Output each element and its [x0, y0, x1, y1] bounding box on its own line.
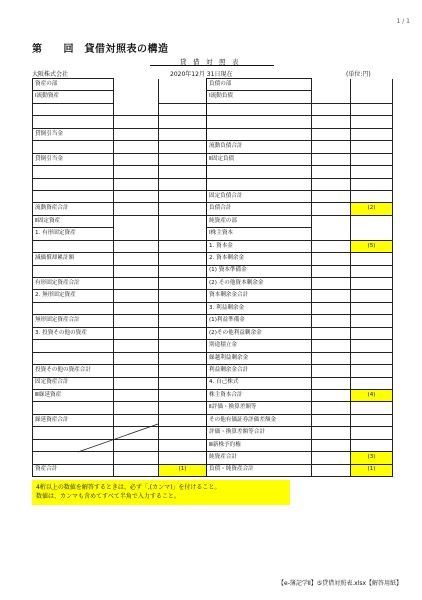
liability-equity-label-cell: 別途積立金: [207, 340, 312, 352]
table-row: [33, 427, 393, 439]
amount-cell[interactable]: [351, 377, 393, 389]
amount-cell[interactable]: [312, 166, 351, 178]
answer-cell-a1b[interactable]: (1): [351, 464, 393, 476]
table-row: [33, 128, 393, 140]
amount-cell[interactable]: [312, 190, 351, 202]
asset-label-cell: 1. 有形固定資産: [33, 228, 114, 240]
amount-cell[interactable]: [159, 178, 207, 190]
amount-cell[interactable]: [312, 377, 351, 389]
table-row: [33, 190, 393, 202]
liability-equity-label-cell: 3. 利益剰余金: [207, 302, 312, 314]
asset-label-cell: 固定資産合計: [33, 377, 114, 389]
amount-cell[interactable]: [159, 141, 207, 153]
statement-date: 2020年12月 31日現在: [170, 71, 233, 78]
asset-label-cell: 減価償却累計額: [33, 253, 114, 265]
amount-cell[interactable]: [351, 278, 393, 290]
table-row: [33, 278, 393, 290]
liability-equity-label-cell: Ⅱ固定負債: [207, 153, 312, 165]
amount-cell[interactable]: [312, 327, 351, 339]
amount-cell[interactable]: [312, 315, 351, 327]
table-row: [33, 402, 393, 414]
asset-label-cell: [33, 402, 114, 414]
table-row: [33, 377, 393, 389]
amount-cell[interactable]: [159, 153, 207, 165]
table-row: [33, 203, 393, 215]
liability-equity-label-cell: (1)利益準備金: [207, 315, 312, 327]
table-row: [33, 103, 393, 115]
liability-equity-label-cell: [207, 166, 312, 178]
asset-label-cell: [33, 178, 114, 190]
amount-cell[interactable]: [312, 278, 351, 290]
table-row: [33, 327, 393, 339]
statement-title-underline: [150, 65, 274, 66]
amount-cell[interactable]: [159, 327, 207, 339]
amount-cell[interactable]: [114, 327, 159, 339]
amount-cell[interactable]: [312, 265, 351, 277]
liability-equity-label-cell: 4. 自己株式: [207, 377, 312, 389]
amount-cell[interactable]: [114, 116, 159, 128]
asset-label-cell: 有形固定資産合計: [33, 278, 114, 290]
amount-cell[interactable]: [114, 166, 159, 178]
asset-label-cell: [33, 116, 114, 128]
amount-cell[interactable]: [114, 290, 159, 302]
liability-equity-label-cell: 繰越利益剰余金: [207, 352, 312, 364]
liability-equity-label-cell: 固定負債合計: [207, 190, 312, 202]
instruction-line-2: 数値は、カンマも含めてすべて半角で入力すること。: [36, 493, 180, 501]
asset-label-cell: [33, 427, 114, 439]
amount-cell[interactable]: [159, 103, 207, 115]
amount-cell[interactable]: [351, 439, 393, 451]
amount-cell[interactable]: [312, 228, 351, 240]
answer-cell-a1[interactable]: (1): [159, 464, 207, 476]
amount-cell[interactable]: [351, 290, 393, 302]
amount-cell[interactable]: [351, 365, 393, 377]
amount-cell[interactable]: [159, 128, 207, 140]
amount-cell[interactable]: [114, 340, 159, 352]
instruction-line-1: 4桁以上の数値を解答するときは、必ず「,(カンマ)」を付けること。: [36, 484, 221, 491]
asset-label-cell: [33, 240, 114, 252]
amount-cell[interactable]: [312, 452, 351, 464]
liability-equity-label-cell: 純資産の部: [207, 215, 312, 227]
amount-cell[interactable]: [351, 340, 393, 352]
amount-cell[interactable]: [159, 265, 207, 277]
answer-cell-a3[interactable]: (3): [351, 452, 393, 464]
table-row: [33, 178, 393, 190]
amount-cell[interactable]: [312, 402, 351, 414]
amount-cell[interactable]: [351, 190, 393, 202]
amount-cell[interactable]: [351, 315, 393, 327]
page-number: 1 / 1: [396, 18, 410, 25]
amount-cell[interactable]: [114, 240, 159, 252]
file-footer: 【e-簿記学Ⅱ】⑤貸借対照表.xlsx【解答用紙】: [278, 580, 402, 587]
amount-cell[interactable]: [312, 253, 351, 265]
asset-label-cell: 貸倒引当金: [33, 128, 114, 140]
table-row: [33, 302, 393, 314]
amount-cell[interactable]: [114, 153, 159, 165]
table-row: [33, 240, 393, 252]
amount-cell[interactable]: [114, 91, 159, 103]
amount-cell[interactable]: [312, 414, 351, 426]
amount-cell[interactable]: [312, 290, 351, 302]
liability-equity-label-cell: 負債合計: [207, 203, 312, 215]
balance-sheet-table: [32, 78, 393, 477]
liability-equity-label-cell: 2. 資本剰余金: [207, 253, 312, 265]
amount-cell[interactable]: [114, 439, 159, 451]
amount-cell[interactable]: [351, 141, 393, 153]
amount-cell[interactable]: [114, 265, 159, 277]
amount-cell[interactable]: [312, 128, 351, 140]
amount-cell[interactable]: [159, 166, 207, 178]
amount-cell[interactable]: [114, 178, 159, 190]
amount-cell[interactable]: [351, 153, 393, 165]
asset-label-cell: 無形固定資産合計: [33, 315, 114, 327]
asset-label-cell: Ⅰ流動資産: [33, 91, 114, 103]
amount-cell[interactable]: [312, 141, 351, 153]
table-row: [33, 116, 393, 128]
amount-cell[interactable]: [159, 389, 207, 401]
amount-cell[interactable]: [312, 365, 351, 377]
amount-cell[interactable]: [312, 464, 351, 476]
unit-label: (単位:円): [346, 71, 371, 78]
liability-equity-label-cell: 純資産合計: [207, 452, 312, 464]
liability-equity-label-cell: [207, 103, 312, 115]
asset-label-cell: [33, 340, 114, 352]
amount-cell[interactable]: [114, 414, 159, 426]
table-row: [33, 91, 393, 103]
amount-cell[interactable]: [159, 253, 207, 265]
amount-cell[interactable]: [312, 439, 351, 451]
amount-cell[interactable]: [159, 116, 207, 128]
table-row: [33, 215, 393, 227]
amount-cell[interactable]: [312, 352, 351, 364]
instruction-note: [32, 480, 290, 505]
amount-cell[interactable]: [312, 116, 351, 128]
amount-cell[interactable]: [351, 91, 393, 103]
amount-cell[interactable]: [312, 203, 351, 215]
liability-equity-label-cell: 株主資本合計: [207, 389, 312, 401]
amount-cell[interactable]: [159, 79, 207, 91]
answer-cell-a5[interactable]: (5): [351, 240, 393, 252]
amount-cell[interactable]: [114, 452, 159, 464]
liability-equity-label-cell: (1) 資本準備金: [207, 265, 312, 277]
amount-cell[interactable]: [312, 215, 351, 227]
amount-cell[interactable]: [351, 178, 393, 190]
liability-equity-label-cell: (2) その他資本剰余金: [207, 278, 312, 290]
amount-cell[interactable]: [159, 240, 207, 252]
asset-label-cell: 3. 投資その他の資産: [33, 327, 114, 339]
amount-cell[interactable]: [351, 352, 393, 364]
amount-cell[interactable]: [159, 365, 207, 377]
amount-cell[interactable]: [159, 228, 207, 240]
amount-cell[interactable]: [159, 439, 207, 451]
liability-equity-label-cell: その他有価証券評価差額金: [207, 414, 312, 426]
amount-cell[interactable]: [351, 402, 393, 414]
liability-equity-label-cell: 資本剰余金合計: [207, 290, 312, 302]
liability-equity-label-cell: [207, 128, 312, 140]
table-row: [33, 365, 393, 377]
asset-label-cell: [33, 190, 114, 202]
amount-cell[interactable]: [351, 103, 393, 115]
amount-cell[interactable]: [351, 128, 393, 140]
amount-cell[interactable]: [312, 103, 351, 115]
liability-equity-label-cell: [207, 116, 312, 128]
asset-label-cell: [33, 141, 114, 153]
asset-label-cell: Ⅲ繰延資産: [33, 389, 114, 401]
liability-equity-label-cell: 負債・純資産合計: [207, 464, 312, 476]
company-name: 大阪株式会社: [32, 71, 69, 78]
asset-label-cell: [33, 452, 114, 464]
answer-cell-a2[interactable]: (2): [351, 203, 393, 215]
amount-cell[interactable]: [159, 91, 207, 103]
amount-cell[interactable]: [351, 79, 393, 91]
table-row: [33, 414, 393, 426]
amount-cell[interactable]: [114, 302, 159, 314]
liability-equity-label-cell: 流動負債合計: [207, 141, 312, 153]
amount-cell[interactable]: [114, 377, 159, 389]
amount-cell[interactable]: [312, 79, 351, 91]
asset-label-cell: [33, 302, 114, 314]
amount-cell[interactable]: [114, 190, 159, 202]
amount-cell[interactable]: [159, 302, 207, 314]
asset-label-cell: Ⅱ固定資産: [33, 215, 114, 227]
amount-cell[interactable]: [351, 265, 393, 277]
amount-cell[interactable]: [114, 464, 159, 476]
liability-equity-label-cell: 1. 資本金: [207, 240, 312, 252]
table-row: [33, 389, 393, 401]
amount-cell[interactable]: [114, 103, 159, 115]
asset-label-cell: [33, 352, 114, 364]
liability-equity-label-cell: Ⅲ新株予約権: [207, 439, 312, 451]
amount-cell[interactable]: [159, 352, 207, 364]
amount-cell[interactable]: [114, 427, 159, 439]
answer-cell-a4[interactable]: (4): [351, 389, 393, 401]
amount-cell[interactable]: [312, 240, 351, 252]
asset-label-cell: 繰延資産合計: [33, 414, 114, 426]
amount-cell[interactable]: [114, 79, 159, 91]
asset-label-cell: [33, 265, 114, 277]
table-row: [33, 166, 393, 178]
table-row: [33, 452, 393, 464]
amount-cell[interactable]: [351, 414, 393, 426]
statement-title: 貸 借 対 照 表: [180, 58, 239, 66]
asset-label-cell: 流動資産合計: [33, 203, 114, 215]
amount-cell[interactable]: [114, 128, 159, 140]
asset-label-cell: 資産合計: [33, 464, 114, 476]
amount-cell[interactable]: [351, 228, 393, 240]
amount-cell[interactable]: [312, 153, 351, 165]
table-row: [33, 265, 393, 277]
liability-equity-label-cell: Ⅱ評価・換算差額等: [207, 402, 312, 414]
asset-label-cell: [33, 166, 114, 178]
amount-cell[interactable]: [159, 290, 207, 302]
amount-cell[interactable]: [159, 315, 207, 327]
amount-cell[interactable]: [114, 389, 159, 401]
liability-equity-label-cell: 利益剰余金合計: [207, 365, 312, 377]
asset-label-cell: [33, 103, 114, 115]
liability-equity-label-cell: (2)その他利益剰余金: [207, 327, 312, 339]
amount-cell[interactable]: [351, 116, 393, 128]
amount-cell[interactable]: [114, 203, 159, 215]
table-row: [33, 340, 393, 352]
amount-cell[interactable]: [159, 215, 207, 227]
table-row: [33, 439, 393, 451]
amount-cell[interactable]: [114, 253, 159, 265]
asset-label-cell: 2. 無形固定資産: [33, 290, 114, 302]
table-row: [33, 153, 393, 165]
amount-cell[interactable]: [159, 278, 207, 290]
table-row: [33, 315, 393, 327]
amount-cell[interactable]: [159, 377, 207, 389]
amount-cell[interactable]: [312, 178, 351, 190]
amount-cell[interactable]: [351, 302, 393, 314]
amount-cell[interactable]: [351, 215, 393, 227]
table-row: [33, 228, 393, 240]
liability-equity-label-cell: Ⅰ株主資本: [207, 228, 312, 240]
amount-cell[interactable]: [351, 166, 393, 178]
table-row: [33, 290, 393, 302]
amount-cell[interactable]: [312, 91, 351, 103]
amount-cell[interactable]: [114, 315, 159, 327]
page-title: 第 回 貸借対照表の構造: [32, 44, 169, 55]
amount-cell[interactable]: [312, 427, 351, 439]
amount-cell[interactable]: [114, 228, 159, 240]
table-row: [33, 79, 393, 91]
amount-cell[interactable]: [312, 340, 351, 352]
amount-cell[interactable]: [114, 402, 159, 414]
amount-cell[interactable]: [159, 190, 207, 202]
amount-cell[interactable]: [114, 215, 159, 227]
amount-cell[interactable]: [159, 203, 207, 215]
table-row: [33, 464, 393, 476]
table-row: [33, 352, 393, 364]
amount-cell[interactable]: [312, 389, 351, 401]
table-row: [33, 253, 393, 265]
amount-cell[interactable]: [351, 427, 393, 439]
table-row: [33, 141, 393, 153]
liability-equity-label-cell: 評価・換算差額等合計: [207, 427, 312, 439]
amount-cell[interactable]: [351, 327, 393, 339]
asset-label-cell: 貸倒引当金: [33, 153, 114, 165]
amount-cell[interactable]: [159, 402, 207, 414]
amount-cell[interactable]: [114, 278, 159, 290]
asset-label-cell: 投資その他の資産合計: [33, 365, 114, 377]
amount-cell[interactable]: [312, 302, 351, 314]
amount-cell[interactable]: [114, 141, 159, 153]
liability-equity-label-cell: Ⅰ流動負債: [207, 91, 312, 103]
amount-cell[interactable]: [159, 414, 207, 426]
amount-cell[interactable]: [114, 352, 159, 364]
amount-cell[interactable]: [159, 340, 207, 352]
amount-cell[interactable]: [159, 427, 207, 439]
amount-cell[interactable]: [351, 253, 393, 265]
asset-label-cell: [33, 439, 114, 451]
asset-label-cell: 資産の部: [33, 79, 114, 91]
liability-equity-label-cell: 負債の部: [207, 79, 312, 91]
amount-cell[interactable]: [114, 365, 159, 377]
liability-equity-label-cell: [207, 178, 312, 190]
amount-cell[interactable]: [159, 452, 207, 464]
